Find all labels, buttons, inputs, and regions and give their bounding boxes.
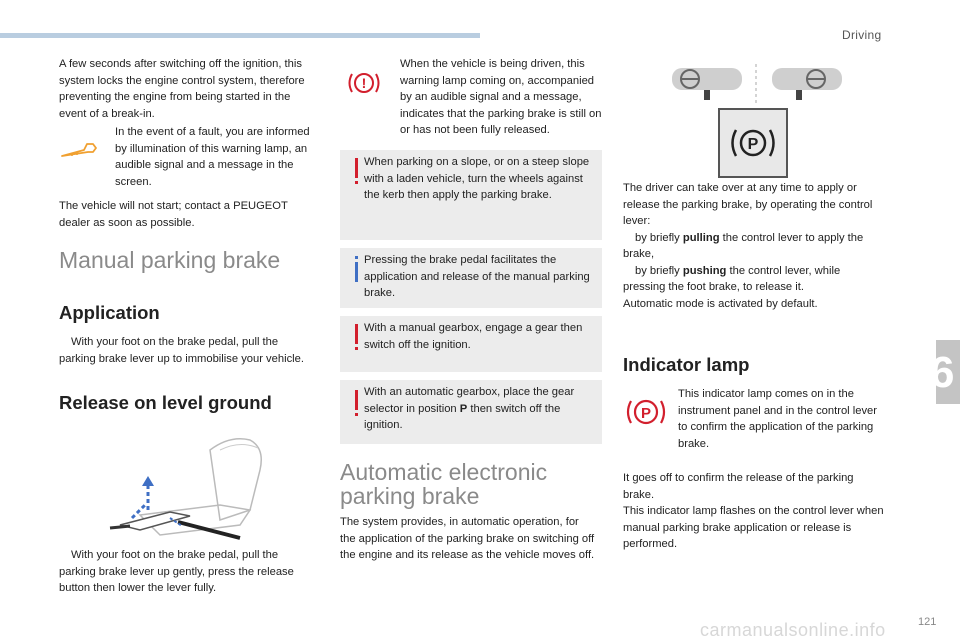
slope-warning-box xyxy=(340,150,602,240)
automatic-gearbox-box xyxy=(340,380,602,444)
manual-parking-brake-heading: Manual parking brake xyxy=(59,247,281,273)
slope-warning-text: When parking on a slope, or on a steep slope with a laden vehicle, turn the wheels against the kerb then apply the parking brake. xyxy=(364,156,590,201)
section-title: Driving xyxy=(842,28,882,42)
parking-brake-indicator-icon xyxy=(624,396,668,428)
watermark: carmanualsonline.info xyxy=(700,620,886,640)
fault-text: In the event of a fault, you are informed by illumination of this warning lamp, an audible signal and a message in the screen. xyxy=(115,126,310,188)
indicator-off-text: It goes off to confirm the release of the parking brake. This indicator lamp flashes on the control lever when manual parking brake application or release is performed. xyxy=(623,472,884,550)
driving-warning-text: When the vehicle is being driven, this warning lamp coming on, accompanied by an audible signal and a message, indicates that the parking brake is still on or has not been fully released. xyxy=(400,58,602,136)
manual-gearbox-box xyxy=(340,316,602,372)
release-text: With your foot on the brake pedal, pull the parking brake lever up gently, press the release button then lower the lever fully. xyxy=(59,549,294,594)
key-icon xyxy=(60,140,100,160)
brake-warning-icon xyxy=(346,70,382,96)
svg-text:P: P xyxy=(747,136,759,153)
driver-control-text: The driver can take over at any time to apply or release the parking brake, by operating the control lever: by briefly pulling the control lever to apply the brake, by briefly pushing the control lever, while pressing the foot brake, to release it. Automatic mode is activated by default. xyxy=(623,182,873,310)
steering-wheel-dashboard-illustration xyxy=(672,62,842,106)
pedal-info-box xyxy=(340,248,602,308)
automatic-parking-brake-heading: Automatic electronic parking brake xyxy=(340,459,548,509)
parking-brake-lever-illustration xyxy=(100,430,280,545)
header-bar xyxy=(0,33,480,38)
release-heading: Release on level ground xyxy=(59,392,272,413)
manual-gearbox-text: With a manual gearbox, engage a gear then switch off the ignition. xyxy=(364,322,583,351)
page-number: 121 xyxy=(918,616,937,628)
application-text: With your foot on the brake pedal, pull the parking brake lever up to immobilise your vehicle. xyxy=(59,336,304,365)
parking-brake-switch xyxy=(718,108,788,178)
automatic-gearbox-text: With an automatic gearbox, place the gear selector in position P then switch off the ignition. xyxy=(364,386,575,431)
automatic-operation-text: The system provides, in automatic operation, for the application of the parking brake on switching off the engine and its release as the vehicle moves off. xyxy=(340,516,595,561)
warning-icon xyxy=(355,390,358,410)
svg-text:!: ! xyxy=(361,75,367,91)
svg-text:P: P xyxy=(640,405,652,422)
warning-icon xyxy=(355,158,358,178)
dealer-text: The vehicle will not start; contact a PEUGEOT dealer as soon as possible. xyxy=(59,200,288,229)
indicator-text: This indicator lamp comes on in the instrument panel and in the control lever to confirm the application of the parking brake. xyxy=(678,388,878,450)
warning-icon xyxy=(355,324,358,344)
indicator-lamp-heading: Indicator lamp xyxy=(623,354,750,375)
info-icon xyxy=(355,262,358,282)
immobiliser-intro: A few seconds after switching off the ignition, this system locks the engine control system, therefore preventing the engine from being started in the event of a break-in. xyxy=(59,58,305,120)
pedal-info-text: Pressing the brake pedal facilitates the application and release of the manual parking brake. xyxy=(364,254,590,299)
chapter-tab xyxy=(930,340,960,404)
chapter-number: 6 xyxy=(930,348,955,397)
parking-brake-p-icon xyxy=(720,110,786,176)
application-heading: Application xyxy=(59,302,160,323)
